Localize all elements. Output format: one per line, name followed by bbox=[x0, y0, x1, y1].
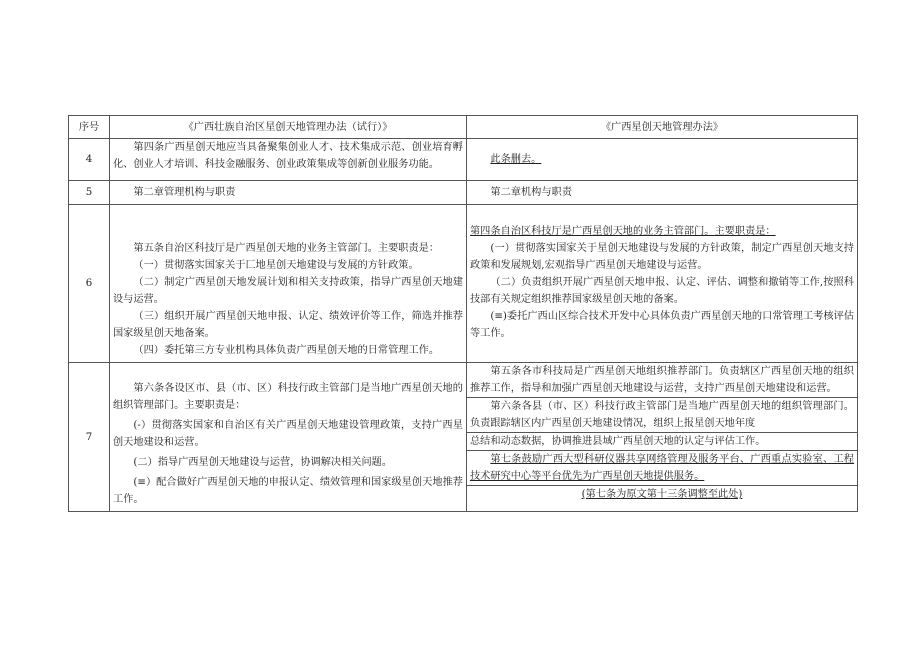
row-number: 5 bbox=[69, 181, 110, 205]
new-paragraph: (≡)委托广西山区综合技术开发中心具体负责广西星创天地的口常管理工考核评估等工作。 bbox=[470, 311, 854, 339]
old-paragraph: （三）组织开展广西星创天地申报、认定、绩效评价等工作，筛选并推荐国家级星创天地备案。 bbox=[113, 311, 463, 339]
old-paragraph: (-）贯彻落实国家和自治区有关广西星创天地建设管理政策，支持广西星创天地建设和运营。 bbox=[113, 420, 463, 448]
table-header-row bbox=[69, 116, 858, 139]
old-paragraph: （四）委托第三方专业机构具体负责广西星创天地的日常管理工作。 bbox=[133, 345, 440, 356]
header-old-regulation: 《广西壮族自治区星创天地管理办法（试行）》 bbox=[110, 116, 467, 139]
row-number: 7 bbox=[69, 363, 110, 512]
document-page bbox=[68, 115, 854, 512]
new-paragraph: 总结和动态数据，协调推进县域广西星创天地的认定与评估工作。 bbox=[467, 433, 857, 451]
old-paragraph: (≡）配合做好广西星创天地的申报认定、绩效管理和国家级星创天地推荐工作。 bbox=[113, 477, 463, 505]
comparison-table bbox=[68, 115, 858, 512]
row-number: 6 bbox=[69, 205, 110, 363]
header-new-regulation: 《广西星创天地管理办法》 bbox=[467, 116, 858, 139]
new-paragraph: 第四条自治区科技厅是广西星创天地的业务主管部门。主要职责是： bbox=[470, 226, 776, 237]
new-paragraph: 此条删去。 bbox=[490, 154, 542, 165]
old-paragraph: 第五条自治区科技厅是广西星创天地的业务主管部门。主要职责是： bbox=[133, 243, 440, 254]
old-text-cell bbox=[110, 363, 467, 512]
new-paragraph: （二）负责组织开展广西星创天地申报、认定、评估、调整和撤销等工作,按照科技部有关规定组织推荐国家级星创天地的备案。 bbox=[470, 277, 854, 305]
table-row bbox=[69, 363, 858, 512]
row-number: 4 bbox=[69, 139, 110, 181]
new-text-cell bbox=[467, 139, 858, 181]
old-paragraph: 第六条各设区市、县（市、区）科技行政主管部门是当地广西星创天地的组织管理部门。主要职责是： bbox=[113, 383, 463, 411]
new-paragraph: 第五条各市科技局是广西星创天地组织推荐部门。负责辖区广西星创天地的组织推荐工作，指导和加强广西星创天地建设与运营，支持广西星创天地建设和运营。 bbox=[467, 363, 857, 398]
old-paragraph: (二）指导广西星创天地建设与运营，协调解决相关问题。 bbox=[133, 457, 393, 468]
new-paragraph: (一）贯彻落实国家关于星创天地建设与发展的方针政策，制定广西星创天地支持政策和发展规划,宏观指导广西星创天地建设与运营。 bbox=[470, 243, 854, 271]
old-text-cell bbox=[110, 181, 467, 205]
new-text-cell bbox=[467, 205, 858, 363]
new-paragraph: 第二章机构与职责 bbox=[490, 187, 572, 198]
old-text-cell bbox=[110, 205, 467, 363]
new-paragraph: 第七条鼓励广西大型科研仪器共享网络管理及服务平台、广西重点实验室、工程技术研究中心等平台优先为广西星创天地提供服务。 bbox=[467, 451, 857, 486]
old-text-cell bbox=[110, 139, 467, 181]
new-paragraph: 第六条各县（市、区）科技行政主管部门是当地广西星创天地的组织管理部门。负责跟踪辖区内广西星创天地建设情况，组织上报星创天地年度 bbox=[467, 398, 857, 433]
old-paragraph: 第四条广西星创天地应当具备聚集创业人才、技术集成示范、创业培育孵化、创业人才培训、科技金融服务、创业政策集成等创新创业服务功能。 bbox=[113, 142, 463, 170]
header-number: 序号 bbox=[69, 116, 110, 139]
table-row bbox=[69, 139, 858, 181]
table-row bbox=[69, 181, 858, 205]
old-paragraph: （一）贯彻落实国家关于匚地星创天地建设与发展的方针政策。 bbox=[133, 260, 419, 271]
table-row bbox=[69, 205, 858, 363]
new-text-cell bbox=[467, 363, 858, 512]
old-paragraph: 第二章管理机构与职责 bbox=[133, 187, 236, 198]
new-paragraph-note: (第七条为原文第十三条调整至此处) bbox=[581, 489, 743, 500]
old-paragraph: （二）制定广西星创天地发展计划和相关支持政策，指导广西星创天地建设与运营。 bbox=[113, 277, 463, 305]
new-text-cell bbox=[467, 181, 858, 205]
